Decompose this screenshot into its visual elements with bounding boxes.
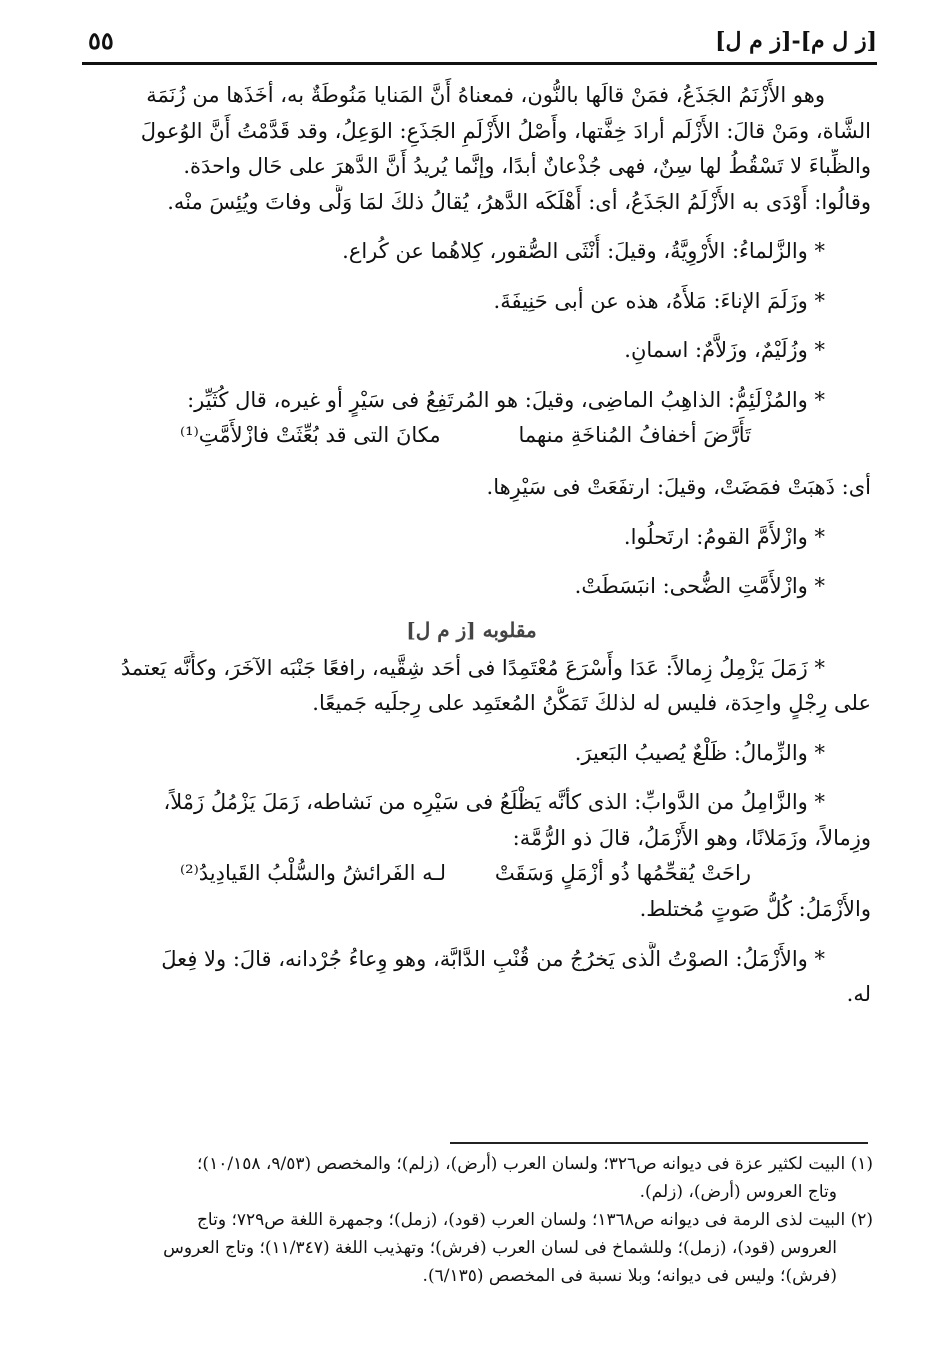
text-line: وهو الأَزْنَمُ الجَذَعُ، فمَنْ قالَها بالنُّون، فمعناهُ أَنَّ المَنايا مَنُوطَةٌ به، أخَذَها من زُنَمَة bbox=[146, 83, 825, 107]
entry-zalma: * والزَّلماءُ: الأُرْوِيَّةُ، وقيلَ: أُنْثَى الصُّقور، كِلاهُما عن كُراع. bbox=[342, 239, 825, 263]
footnote-2-line: (فرش)؛ وليس فى ديوانه؛ وبلا نسبة فى المخصص (٦/١٣٥). bbox=[422, 1266, 837, 1286]
text-line: الشَّاة، ومَنْ قالَ: الأَزْلَم أرادَ خِفَّتها، وأَصْلُ الأَزْلَمِ الجَذَعِ: الوَعِلُ، وقد قَدَّمْتُ أَنَّ الوُعولَ bbox=[140, 118, 871, 143]
verse-hemistich-second: لـه الفَرائشُ والسُّلْبُ القَيادِيدُ⁽²⁾ bbox=[180, 861, 446, 885]
page-header bbox=[82, 22, 877, 65]
verse-kuthayyir bbox=[72, 418, 871, 456]
text-line: له. bbox=[846, 982, 871, 1006]
section-title-inverted-root: مقلوبه [ز م ل] bbox=[406, 617, 537, 642]
footnote-divider bbox=[450, 1142, 868, 1144]
footnotes bbox=[70, 1150, 873, 1290]
footnote-2-line: (٢) البيت لذى الرمة فى ديوانه ص١٣٦٨؛ ولسان العرب (قود)، (زمل)؛ وجمهرة اللغة ص٧٢٩؛ وتاج bbox=[196, 1210, 873, 1230]
text-line: * والأَزْمَلُ: الصوْتُ الَّذى يَخرُجُ من قُنْبِ الدَّابَّة، وهو وِعاءُ جُرْدانه، قالَ: ولا فِعلَ bbox=[161, 946, 825, 971]
entry-izlaamma-qawm: * وازْلأَمَّ القومُ: ارتَحلُوا. bbox=[623, 524, 825, 549]
verse-hemistich-first: تَأَرَّضَ أخفافُ المُناخَةِ منهما bbox=[518, 423, 751, 447]
text-line: على رِجْلٍ واحِدَة، فليس له لذلكَ تَمَكُّنُ المُعتَمِد على رِجلَيه جَميعًا. bbox=[312, 691, 871, 715]
text-line: * والزَّامِلُ من الدَّوابِّ: الذى كأنَّه يَظْلَعُ فى سَيْرِه من نَشاطه، زَمَلَ يَزْمُلُ زَمْلاً، bbox=[163, 790, 825, 814]
page-number: ٥٥ bbox=[88, 26, 114, 55]
entry-names: * وزُلَيْمٌ، وزَلاَّمٌ: اسمانِ. bbox=[624, 338, 825, 362]
footnote-2-line: العروس (قود)، (زمل)؛ وللشماخ فى لسان العرب (فرش)؛ وتهذيب اللغة (١١/٣٤٧)؛ وتاج العروس bbox=[163, 1238, 837, 1258]
footnote-1-line: وتاج العروس (أرض)، (زلم). bbox=[639, 1182, 837, 1202]
verse-hemistich-second: مكانَ التى قد بُعِّثَتْ فازْلأَمَّتِ⁽¹⁾ bbox=[180, 423, 441, 447]
header-root-letters: [ز ل م]-[ز م ل] bbox=[715, 28, 877, 54]
footnote-1-line: (١) البيت لكثير عزة فى ديوانه ص٣٢٦؛ ولسان العرب (أرض)، (زلم)؛ والمخصص (٩/٥٣، ١٠/١٥٨)؛ bbox=[197, 1154, 873, 1174]
entry-muzlaimm: * والمُزْلَئِمُّ: الذاهِبُ الماضِى، وقيلَ: هو المُرتَفِعُ فى سَيْرٍ أو غيره، قال كُثَيِّر: bbox=[187, 387, 825, 412]
verse-gloss: أى: ذَهبَتْ فمَضَتْ، وقيلَ: ارتفَعَتْ فى سَيْرِها. bbox=[486, 475, 871, 499]
entry-zalama-inaa: * وزَلَمَ الإناءَ: مَلأَهُ، هذه عن أبى حَنِيفَةَ. bbox=[493, 288, 825, 313]
text-line: * زَمَلَ يَزْمِلُ زِمالاً: عَدَا وأَسْرَعَ مُعْتَمِدًا فى أحَد شِقَّيه، رافعًا جَنْبَه الآخَرَ، وكأَنَّه يَعتمدُ bbox=[120, 655, 825, 680]
verse-dhu-al-rumma bbox=[72, 856, 871, 894]
text-line: وزِمالاً، وزَمَلانًا، وهو الأَزْمَلُ، قالَ ذو الرُّمَّة: bbox=[512, 825, 871, 850]
entry-zimal: * والزِّمالُ: ظَلْعٌ يُصيبُ البَعيرَ. bbox=[574, 740, 825, 765]
text-line: وقالُوا: أَوْدَى به الأَزْلَمُ الجَذَعُ، أى: أَهْلَكَه الدَّهرُ، يُقالُ ذلكَ لمَا وَلَّى وفاتَ ويُئِسَ منْه. bbox=[167, 189, 871, 214]
verse-hemistich-first: راحَتْ يُقحِّمُها ذُو أزْمَلٍ وَسَقَتْ bbox=[494, 861, 751, 885]
text-line: والظِّباءَ لا تَسْقُطُ لها سِنٌ، فهى جُذْعانٌ أبدًا، وإنَّما يُريدُ أَنَّ الدَّهرَ على حَال واحدَة. bbox=[183, 154, 871, 178]
entry-azmal-sound: والأَزْمَلُ: كُلُّ صَوتٍ مُختلط. bbox=[639, 897, 871, 921]
entry-body bbox=[72, 78, 871, 1013]
entry-izlaammat-duha: * وازْلأَمَّتِ الضُّحى: انبَسَطَتْ. bbox=[574, 574, 825, 598]
